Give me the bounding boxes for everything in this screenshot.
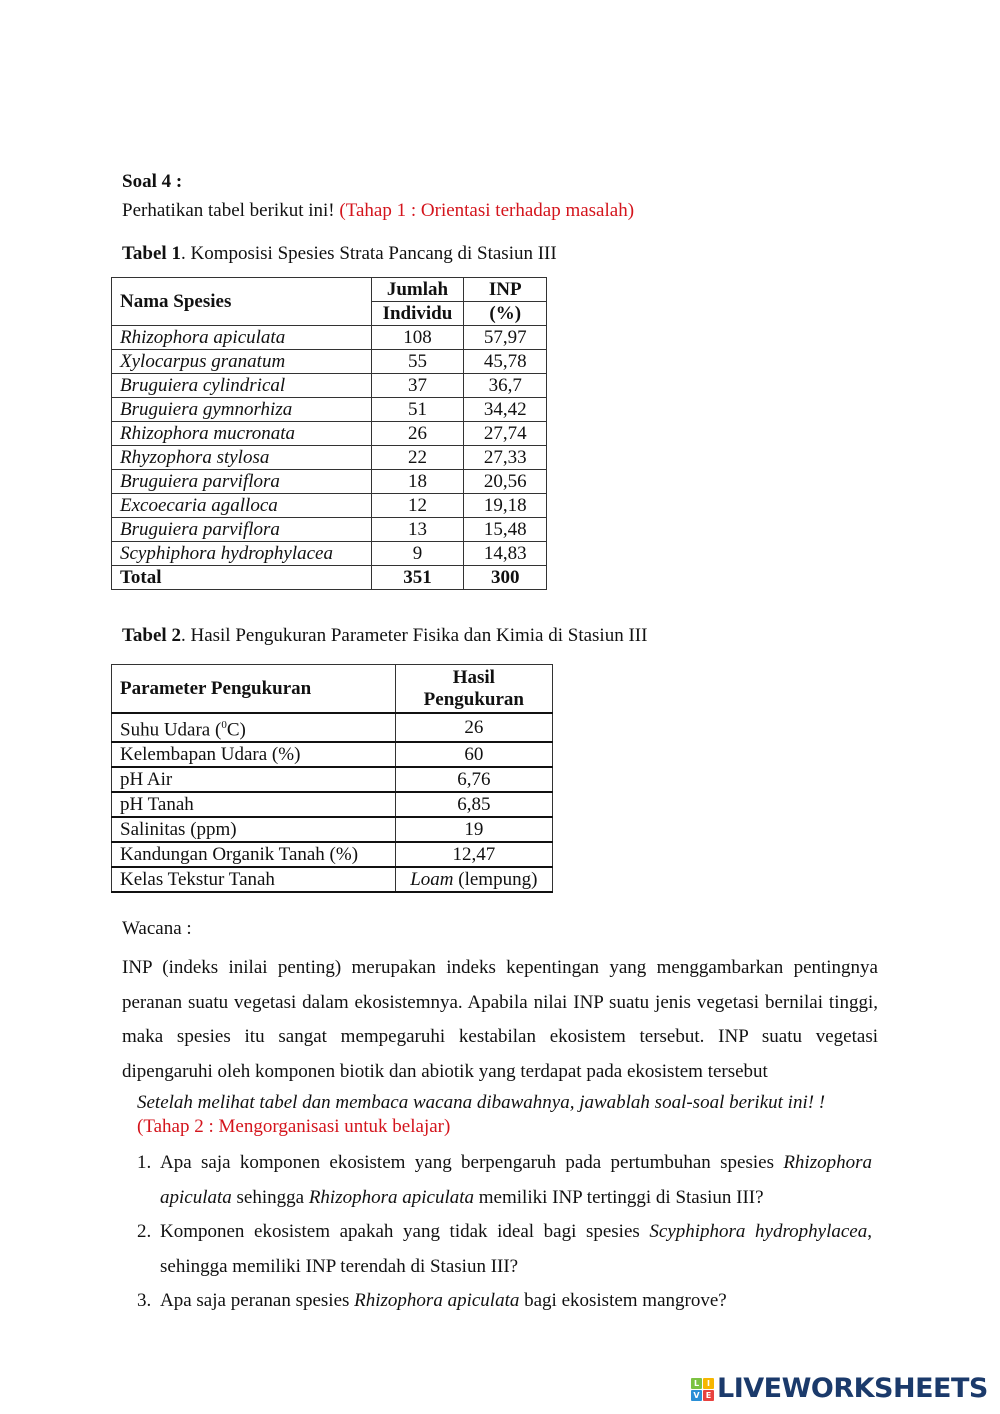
header-inp-line2: (%): [464, 302, 547, 326]
question-text: sehingga: [231, 1186, 309, 1208]
table-row: [112, 867, 553, 892]
species-inp: 36,7: [464, 374, 547, 398]
species-inp: 15,48: [464, 518, 547, 542]
species-count: 26: [371, 422, 464, 446]
parameter-name: Kelas Tekstur Tanah: [112, 867, 396, 892]
species-mention: Rhizophora apiculata: [160, 1152, 872, 1208]
table-row: [112, 542, 547, 566]
species-count: 55: [371, 350, 464, 374]
table2-caption: [122, 625, 647, 647]
species-count: 13: [371, 518, 464, 542]
parameter-name: pH Tanah: [112, 792, 396, 817]
species-inp: 27,33: [464, 446, 547, 470]
parameter-name: [112, 713, 396, 742]
species-mention: Rhizophora apiculata: [308, 1186, 475, 1208]
table1-caption-label: Tabel 1: [122, 243, 181, 264]
table-row: [112, 374, 547, 398]
question-list: [137, 1146, 872, 1319]
table-row: [112, 470, 547, 494]
species-name: Rhizophora apiculata: [112, 326, 372, 350]
parameter-value: 60: [395, 742, 552, 767]
table-row: [112, 350, 547, 374]
header-species-name: Nama Spesies: [112, 278, 372, 326]
stage1-label: (Tahap 1 : Orientasi terhadap masalah): [339, 200, 635, 221]
species-inp: 27,74: [464, 422, 547, 446]
question-text: Komponen ekosistem apakah yang tidak ideal bagi spesies: [160, 1221, 650, 1242]
logo-letter-i: I: [703, 1378, 714, 1389]
table-row: [112, 518, 547, 542]
question-text: , sehingga memiliki INP terendah di Stasiun III?: [160, 1221, 872, 1277]
question-number: 1.: [137, 1152, 152, 1173]
header-result: [395, 665, 552, 714]
species-inp: 45,78: [464, 350, 547, 374]
stage2-label: (Tahap 2 : Mengorganisasi untuk belajar): [137, 1116, 451, 1137]
species-name: Rhizophora mucronata: [112, 422, 372, 446]
species-name: Scyphiphora hydrophylacea: [112, 542, 372, 566]
degree-superscript: 0: [221, 719, 227, 731]
species-count: 108: [371, 326, 464, 350]
table1-caption-text: . Komposisi Spesies Strata Pancang di Stasiun III: [180, 243, 557, 264]
table-row: [112, 326, 547, 350]
table-row: [112, 842, 553, 867]
parameter-name: Kelembapan Udara (%): [112, 742, 396, 767]
table-row: [112, 792, 553, 817]
table2-caption-text: . Hasil Pengukuran Parameter Fisika dan Kimia di Stasiun III: [180, 625, 648, 646]
parameter-value: 12,47: [395, 842, 552, 867]
table-total-row: [112, 566, 547, 590]
prompt-text: Setelah melihat tabel dan membaca wacana dibawahnya, jawablah soal-soal berikut ini! !: [137, 1092, 826, 1113]
wacana-paragraph: INP (indeks inilai penting) merupakan indeks kepentingan yang menggambarkan pentingnya peranan suatu vegetasi dalam ekosistemnya. Apabila nilai INP suatu jenis vegetasi bernilai tinggi, maka spesies itu sangat mempegaruhi kestabilan ekosistem tersebut. INP suatu vegetasi dipengaruhi oleh komponen biotik dan abiotik yang terdapat pada ekosistem tersebut: [122, 957, 878, 1082]
question-item: [137, 1146, 872, 1215]
logo-letter-e: E: [703, 1390, 714, 1401]
parameter-name-text: Suhu Udara (: [120, 719, 222, 741]
table-row: [112, 817, 553, 842]
parameter-value: 6,76: [395, 767, 552, 792]
question-text: bagi ekosistem mangrove?: [519, 1290, 727, 1311]
table-header-row: [112, 278, 547, 302]
table-header-row: [112, 665, 553, 714]
parameter-value-rest: (lempung): [453, 868, 538, 890]
species-mention: Scyphiphora hydrophylacea: [649, 1221, 868, 1242]
question-text: Apa saja peranan spesies: [160, 1290, 355, 1311]
wacana-label: Wacana :: [122, 918, 192, 939]
total-label: Total: [112, 566, 372, 590]
header-count-line2: Individu: [371, 302, 464, 326]
header-inp-line1: INP: [464, 278, 547, 302]
parameter-value: 6,85: [395, 792, 552, 817]
soal-title: Soal 4 :: [122, 171, 183, 192]
instruction: [122, 200, 634, 222]
species-inp: 14,83: [464, 542, 547, 566]
species-name: Xylocarpus granatum: [112, 350, 372, 374]
question-number: 3.: [137, 1290, 152, 1311]
logo-letter-l: L: [691, 1378, 702, 1389]
parameter-value-italic: Loam: [410, 868, 454, 890]
parameter-table: [111, 664, 553, 893]
parameter-value: [395, 867, 552, 892]
table-row: [112, 767, 553, 792]
species-count: 12: [371, 494, 464, 518]
species-table: [111, 277, 547, 590]
parameter-unit: C): [226, 719, 246, 741]
logo-letter-v: V: [691, 1390, 702, 1401]
header-result-line1: Hasil: [452, 666, 495, 688]
species-inp: 19,18: [464, 494, 547, 518]
table-row: [112, 713, 553, 742]
parameter-value: 19: [395, 817, 552, 842]
species-inp: 20,56: [464, 470, 547, 494]
table-row: [112, 742, 553, 767]
species-name: Bruguiera gymnorhiza: [112, 398, 372, 422]
species-name: Bruguiera parviflora: [112, 470, 372, 494]
species-count: 51: [371, 398, 464, 422]
question-text: Apa saja komponen ekosistem yang berpengaruh pada pertumbuhan spesies: [160, 1152, 784, 1173]
question-text: memiliki INP tertinggi di Stasiun III?: [474, 1186, 764, 1208]
logo-icon: [691, 1378, 714, 1401]
parameter-name: Kandungan Organik Tanah (%): [112, 842, 396, 867]
liveworksheets-logo: [691, 1374, 988, 1404]
parameter-name: Salinitas (ppm): [112, 817, 396, 842]
total-count: 351: [371, 566, 464, 590]
species-count: 37: [371, 374, 464, 398]
header-parameter: Parameter Pengukuran: [112, 665, 396, 714]
total-inp: 300: [464, 566, 547, 590]
species-inp: 57,97: [464, 326, 547, 350]
parameter-name: pH Air: [112, 767, 396, 792]
species-name: Excoecaria agalloca: [112, 494, 372, 518]
question-item: [137, 1284, 872, 1319]
species-count: 18: [371, 470, 464, 494]
logo-wordmark: LIVEWORKSHEETS: [717, 1373, 988, 1404]
header-result-line2: Pengukuran: [423, 688, 524, 710]
table-row: [112, 494, 547, 518]
species-name: Rhyzophora stylosa: [112, 446, 372, 470]
species-inp: 34,42: [464, 398, 547, 422]
question-prompt: [137, 1091, 882, 1139]
species-mention: Rhizophora apiculata: [354, 1290, 520, 1311]
species-name: Bruguiera cylindrical: [112, 374, 372, 398]
question-number: 2.: [137, 1221, 152, 1242]
table-row: [112, 422, 547, 446]
header-count-line1: Jumlah: [371, 278, 464, 302]
table1-caption: [122, 243, 557, 265]
question-item: [137, 1215, 872, 1284]
species-count: 9: [371, 542, 464, 566]
table-row: [112, 398, 547, 422]
species-count: 22: [371, 446, 464, 470]
species-name: Bruguiera parviflora: [112, 518, 372, 542]
parameter-value: 26: [395, 713, 552, 742]
instruction-text: Perhatikan tabel berikut ini!: [122, 200, 335, 221]
table2-caption-label: Tabel 2: [122, 625, 181, 646]
table-row: [112, 446, 547, 470]
